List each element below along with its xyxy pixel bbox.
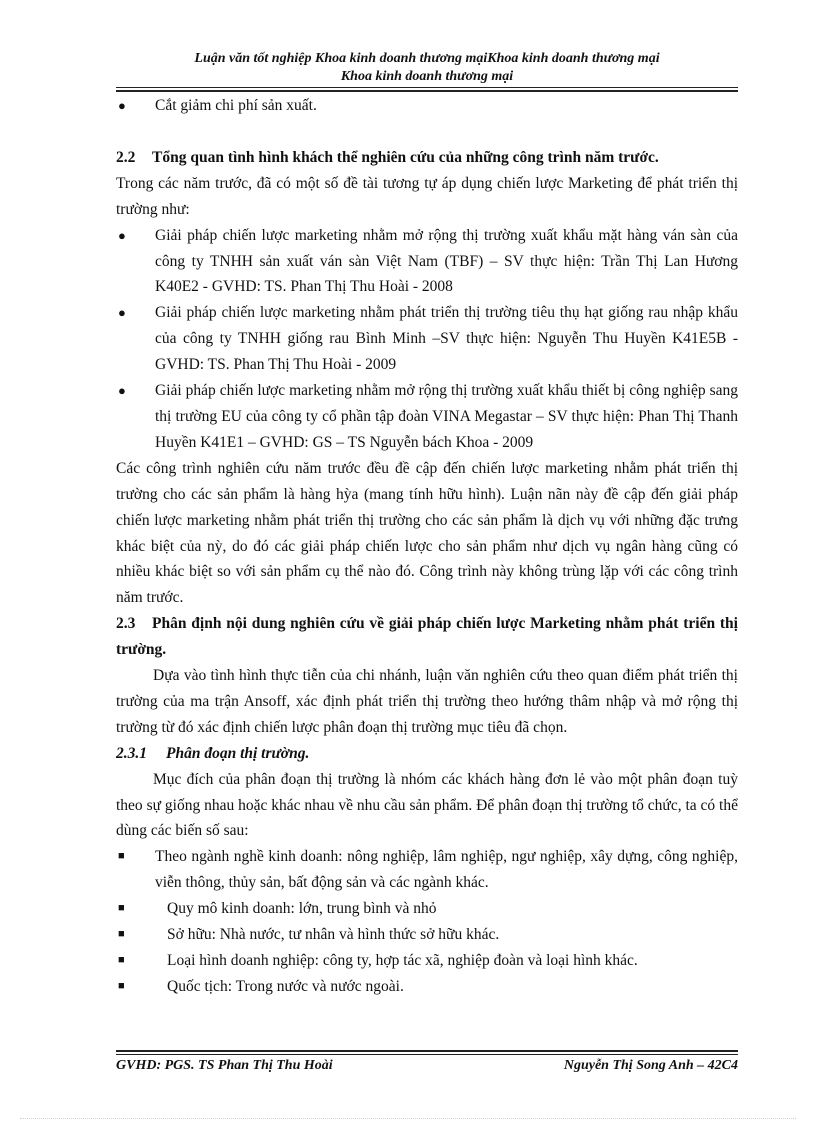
list-item: [116, 948, 738, 974]
header-rule-thin: [116, 87, 738, 88]
paragraph: Các công trình nghiên cứu năm trước đều đề cập đến chiến lược marketing nhằm phát triển thị trường cho các sản phẩm là hàng hỳa (mang tính hữu hình). Luận nãn này đề cập đến giải pháp chiến lược marketing nhằm phát triển thị trường cho các sản phẩm là dịch vụ với những đặc trưng khác biệt của nỳ, do đó các giải pháp chiến lược cho sản phẩm như dịch vụ ngân hàng cũng có nhiều khác biệt so với sản phẩm cụ thể nào đó. Công trình này không trùng lặp với các công trình năm trước.: [116, 459, 738, 607]
footer-author: Nguyễn Thị Song Anh – 42C4: [563, 1058, 738, 1073]
list-item-text: Giải pháp chiến lược marketing nhằm mở rộng thị trường xuất khẩu thiết bị công nghiệp sang thị trường EU của công ty cổ phần tập đoàn VINA Megastar – SV thực hiện: Phan Thị Thanh Huyền K41E1 – GVHD: GS – TS Nguyễn bách Khoa - 2009: [155, 382, 738, 451]
list-item: [116, 844, 738, 896]
footer-rule-thick: [116, 1050, 738, 1052]
footer-advisor: GVHD: PGS. TS Phan Thị Thu Hoài: [116, 1058, 333, 1073]
bullet-dot-icon: ●: [118, 98, 126, 113]
list-item-text: Giải pháp chiến lược marketing nhằm phát triển thị trường tiêu thụ hạt giống rau nhập khẩu của công ty TNHH giống rau Bình Minh –SV thực hiện: Nguyễn Thu Huyền K41E5B - GVHD: TS. Phan Thị Thu Hoài - 2009: [155, 304, 738, 374]
bullet-dot-icon: ●: [118, 383, 126, 399]
bullet-dot-icon: ●: [118, 305, 126, 321]
bullet-square-icon: ■: [118, 928, 125, 941]
list-item-text: Theo ngành nghề kinh doanh: nông nghiệp, lâm nghiệp, ngư nghiệp, xây dựng, công nghiệp, viễn thông, thủy sản, bất động sản và các ngành khác.: [155, 848, 738, 892]
section-title: Phân định nội dung nghiên cứu về giải pháp chiến lược Marketing nhằm phát triển thị trường.: [116, 615, 738, 659]
paragraph: Trong các năm trước, đã có một số đề tài tương tự áp dụng chiến lược Marketing để phát triển thị trường như:: [116, 174, 738, 218]
list-item: [116, 93, 738, 119]
bullet-square-icon: ■: [118, 954, 125, 966]
list-item-text: Loại hình doanh nghiệp: công ty, hợp tác xã, nghiệp đoàn và loại hình khác.: [167, 952, 638, 969]
subsection-title: Phân đoạn thị trường.: [166, 744, 310, 762]
header-line-2: Khoa kinh doanh thương mại: [340, 69, 514, 84]
list-item: [116, 922, 738, 948]
paragraph: Dựa vào tình hình thực tiễn của chi nhánh, luận văn nghiên cứu theo quan điểm phát triển thị trường của ma trận Ansoff, xác định phát triển thị trường theo hướng thâm nhập và mở rộng thị trường từ đó xác định chiến lược phân đoạn thị trường mục tiêu đã chọn.: [116, 667, 738, 736]
bullet-square-icon: ■: [118, 850, 125, 863]
page-edge-divider: [20, 1118, 796, 1119]
list-item-text: Quy mô kinh doanh: lớn, trung bình và nhỏ: [167, 900, 437, 918]
page-header: [116, 50, 738, 86]
list-item-text: Quốc tịch: Trong nước và nước ngoài.: [167, 977, 404, 995]
paragraph: Mục đích của phân đoạn thị trường là nhóm các khách hàng đơn lẻ vào một phân đoạn tuỳ theo sự giống nhau hoặc khác nhau về nhu cầu sản phẩm. Để phân đoạn thị trường tổ chức, ta có thể dùng các biến số sau:: [116, 770, 738, 840]
section-number: 2.2: [116, 148, 136, 166]
section-heading-2-2: [116, 145, 738, 171]
bullet-square-icon: ■: [118, 902, 125, 915]
list-item: [116, 974, 738, 1000]
subsection-number: 2.3.1: [116, 744, 147, 762]
page-body: [116, 93, 738, 1000]
section-heading-2-3: [116, 611, 738, 663]
list-item-text: Giải pháp chiến lược marketing nhằm mở rộng thị trường xuất khẩu mặt hàng ván sàn của công ty TNHH sản xuất ván sàn Việt Nam (TBF) – SV thực hiện: Trần Thị Lan Hương K40E2 - GVHD: TS. Phan Thị Thu Hoài - 2008: [155, 226, 738, 296]
list-item-text: Sở hữu: Nhà nước, tư nhân và hình thức sở hữu khác.: [167, 926, 500, 944]
header-rule-thick: [116, 90, 738, 92]
bullet-square-icon: ■: [118, 979, 125, 992]
list-item: [116, 896, 738, 922]
list-item: [116, 378, 738, 456]
bullet-dot-icon: ●: [118, 227, 126, 243]
header-line-1: Luận văn tốt nghiệp Khoa kinh doanh thương mạiKhoa kinh doanh thương mại: [194, 51, 660, 66]
section-number: 2.3: [116, 615, 136, 633]
list-item: [116, 300, 738, 378]
subsection-heading-2-3-1: [116, 741, 738, 767]
section-title: Tổng quan tình hình khách thể nghiên cứu của những công trình năm trước.: [152, 148, 659, 166]
footer-rule-thin: [116, 1054, 738, 1055]
list-item-text: Cắt giảm chi phí sản xuất.: [155, 97, 317, 114]
list-item: [116, 223, 738, 301]
